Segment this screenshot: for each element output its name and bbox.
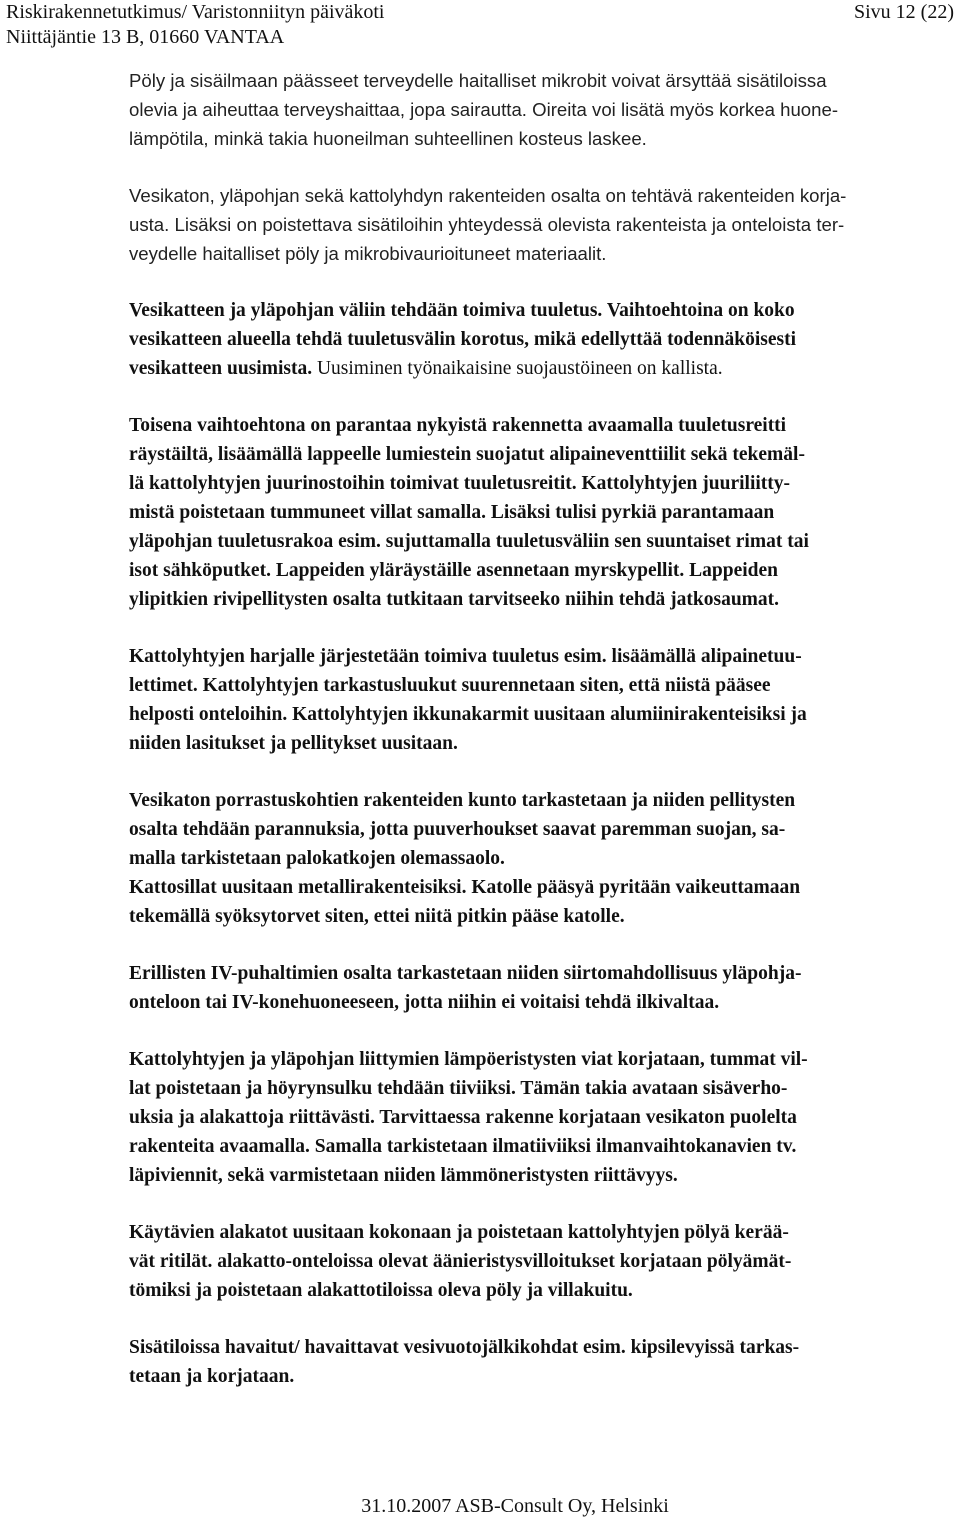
text-line: lat poistetaan ja höyrynsulku tehdään tiiviiksi. Tämän takia avataan sisäverho-	[129, 1078, 788, 1099]
page-header	[6, 0, 954, 50]
text-line: malla tarkistetaan palokatkojen olemassaolo.	[129, 848, 505, 869]
text-line: uksia ja alakattoja riittävästi. Tarvittaessa rakenne korjataan vesikaton puolelta	[129, 1107, 797, 1128]
text-line: Vesikaton porrastuskohtien rakenteiden kunto tarkastetaan ja niiden pellitysten	[129, 790, 796, 811]
text-line: Pöly ja sisäilmaan päässeet terveydelle haitalliset mikrobit voivat ärsyttää sisätiloissa	[129, 70, 827, 91]
text-line: yläpohjan tuuletusrakoa esim. sujuttamalla tuuletusväliin sen suuntaiset rimat tai	[129, 531, 809, 552]
text-line	[129, 354, 955, 383]
text-line: veydelle haitalliset pöly ja mikrobivaurioituneet materiaalit.	[129, 243, 607, 264]
page-footer: 31.10.2007 ASB-Consult Oy, Helsinki	[361, 1495, 669, 1517]
text-line: lettimet. Kattolyhtyjen tarkastusluukut suurennetaan siten, että niistä pääsee	[129, 675, 771, 696]
text-line: lä kattolyhtyjen juurinostoihin toimivat tuuletusreitit. Kattolyhtyjen juuriliitty-	[129, 473, 791, 494]
text-line: lämpötila, minkä takia huoneilman suhteellinen kosteus laskee.	[129, 128, 647, 149]
text-line: tömiksi ja poistetaan alakattotiloissa oleva pöly ja villakuitu.	[129, 1280, 633, 1301]
document-body	[129, 66, 955, 1419]
paragraph-2	[129, 181, 955, 268]
text-line: Vesikaton, yläpohjan sekä kattolyhdyn rakenteiden osalta on tehtävä rakenteiden korja-	[129, 185, 847, 206]
paragraph-3	[129, 296, 955, 383]
text-line: vät ritilät. alakatto-onteloissa olevat äänieristysvilloitukset korjataan pölyämät-	[129, 1251, 792, 1272]
text-line: tetaan ja korjataan.	[129, 1366, 295, 1387]
paragraph-7	[129, 873, 955, 931]
text-line: Kattolyhtyjen harjalle järjestetään toimiva tuuletus esim. lisäämällä alipainetuu-	[129, 646, 802, 667]
header-line-1	[6, 0, 954, 25]
text-line: ylipitkien rivipellitysten osalta tutkitaan tarvitseeko niihin tehdä jatkosaumat.	[129, 589, 780, 610]
bold-segment: vesikatteen uusimista.	[129, 358, 313, 379]
paragraph-5	[129, 642, 955, 758]
text-line: Vesikatteen ja yläpohjan väliin tehdään toimiva tuuletus. Vaihtoehtoina on koko	[129, 300, 795, 321]
paragraph-10	[129, 1218, 955, 1305]
site-address: Niittäjäntie 13 B, 01660 VANTAA	[6, 26, 285, 48]
text-line: Erillisten IV-puhaltimien osalta tarkastetaan niiden siirtomahdollisuus yläpohja-	[129, 963, 802, 984]
paragraph-4	[129, 411, 955, 614]
text-line: onteloon tai IV-konehuoneeseen, jotta niihin ei voitaisi tehdä ilkivaltaa.	[129, 992, 720, 1013]
document-title: Riskirakennetutkimus/ Varistonniityn päiväkoti	[6, 1, 385, 23]
text-line: mistä poistetaan tummuneet villat samalla. Lisäksi tulisi pyrkiä parantamaan	[129, 502, 775, 523]
text-line: Sisätiloissa havaitut/ havaittavat vesivuotojälkikohdat esim. kipsilevyissä tarkas-	[129, 1337, 800, 1358]
regular-segment: Uusiminen työnaikaisine suojaustöineen on kallista.	[312, 358, 723, 379]
text-line: räystäiltä, lisäämällä lappeelle lumiestein suojatut alipaineventtiilit sekä tekemäl-	[129, 444, 805, 465]
text-line: läpiviennit, sekä varmistetaan niiden lämmöneristysten riittävyys.	[129, 1165, 678, 1186]
text-line: Kattolyhtyjen ja yläpohjan liittymien lämpöeristysten viat korjataan, tummat vil-	[129, 1049, 808, 1070]
text-line: tekemällä syöksytorvet siten, ettei niitä pitkin pääse katolle.	[129, 906, 625, 927]
paragraph-9	[129, 1045, 955, 1190]
text-line: olevia ja aiheuttaa terveyshaittaa, jopa sairautta. Oireita voi lisätä myös korkea huone-	[129, 99, 839, 120]
text-line: Toisena vaihtoehtona on parantaa nykyistä rakennetta avaamalla tuuletusreitti	[129, 415, 787, 436]
text-line: osalta tehdään parannuksia, jotta puuverhoukset saavat paremman suojan, sa-	[129, 819, 786, 840]
text-line: rakenteita avaamalla. Samalla tarkistetaan ilmatiiviiksi ilmanvaihtokanavien tv.	[129, 1136, 797, 1157]
text-line: Käytävien alakatot uusitaan kokonaan ja poistetaan kattolyhtyjen pölyä kerää-	[129, 1222, 789, 1243]
paragraph-11	[129, 1333, 955, 1391]
paragraph-1	[129, 66, 955, 153]
paragraph-8	[129, 959, 955, 1017]
text-line: usta. Lisäksi on poistettava sisätiloihin yhteydessä olevista rakenteista ja onteloista ter-	[129, 214, 845, 235]
paragraph-6	[129, 786, 955, 873]
header-line-2	[6, 25, 954, 50]
text-line: niiden lasitukset ja pellitykset uusitaan.	[129, 733, 458, 754]
text-line: isot sähköputket. Lappeiden yläräystäille asennetaan myrskypellit. Lappeiden	[129, 560, 779, 581]
text-line: Kattosillat uusitaan metallirakenteisiksi. Katolle pääsyä pyritään vaikeuttamaan	[129, 877, 801, 898]
text-line: vesikatteen alueella tehdä tuuletusvälin korotus, mikä edellyttää todennäköisesti	[129, 329, 797, 350]
page-number: Sivu 12 (22)	[854, 1, 954, 23]
text-line: helposti onteloihin. Kattolyhtyjen ikkunakarmit uusitaan alumiinirakenteisiksi ja	[129, 704, 807, 725]
